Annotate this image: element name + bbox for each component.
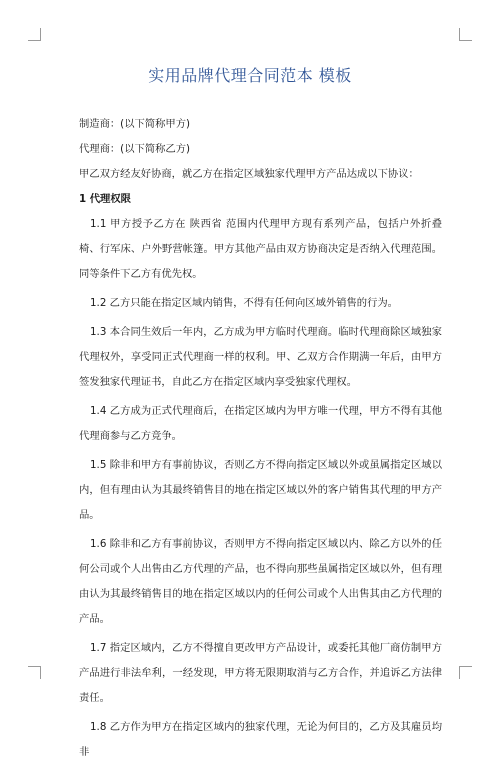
section-heading: 1 代理权限 — [79, 193, 131, 205]
crop-mark-top-right — [459, 28, 472, 41]
clause-1-2: 1.2 乙方只能在指定区域内销售，不得有任何向区域外销售的行为。 — [90, 297, 398, 309]
manufacturer-line: 制造商：(以下简称甲方) — [79, 118, 191, 130]
clause-1-5: 1.5 除非和甲方有事前协议，否则乙方不得向指定区域以外或虽属指定区域以内，但有理由认为其最终销售目的地在指定区域以外的客户销售其代理的甲方产品。 — [79, 459, 442, 521]
clause-1-3: 1.3 本合同生效后一年内，乙方成为甲方临时代理商。临时代理商除区域独家代理权外，享受同正式代理商一样的权利。甲、乙双方合作期满一年后，由甲方签发独家代理证书，自此乙方在指定区域内享受独家代理权。 — [79, 326, 442, 388]
clause-1-7: 1.7 指定区域内，乙方不得擅自更改甲方产品设计，或委托其他厂商仿制甲方产品进行非法牟利，一经发现，甲方将无限期取消与乙方合作，并追诉乙方法律责任。 — [79, 642, 442, 704]
clause-1-1: 1.1 甲方授予乙方在 陕西省 范围内代理甲方现有系列产品，包括户外折叠椅、行军床、户外野营帐篷。甲方其他产品由双方协商决定是否纳入代理范围。同等条件下乙方有优先权。 — [79, 218, 442, 280]
clause-1-4: 1.4 乙方成为正式代理商后，在指定区域内为甲方唯一代理，甲方不得有其他代理商参与乙方竞争。 — [79, 405, 442, 442]
crop-mark-top-left — [28, 28, 41, 41]
clause-1-6: 1.6 除非和乙方有事前协议，否则甲方不得向指定区域以内、除乙方以外的任何公司或个人出售由乙方代理的产品，也不得向那些虽属指定区域以外，但有理由认为其最终销售目的地在指定区域以内的任何公司或个人出售其由乙方代理的产品。 — [79, 538, 442, 625]
crop-mark-bottom-left — [28, 666, 41, 679]
agent-line: 代理商：(以下简称乙方) — [79, 143, 191, 155]
crop-mark-bottom-right — [459, 666, 472, 679]
document-title: 实用品牌代理合同范本 模板 — [148, 66, 352, 85]
clause-1-8: 1.8 乙方作为甲方在指定区域内的独家代理，无论为何目的，乙方及其雇员均非 — [79, 721, 442, 758]
intro-line: 甲乙双方经友好协商，就乙方在指定区域独家代理甲方产品达成以下协议： — [79, 168, 419, 180]
document-body — [79, 112, 442, 769]
